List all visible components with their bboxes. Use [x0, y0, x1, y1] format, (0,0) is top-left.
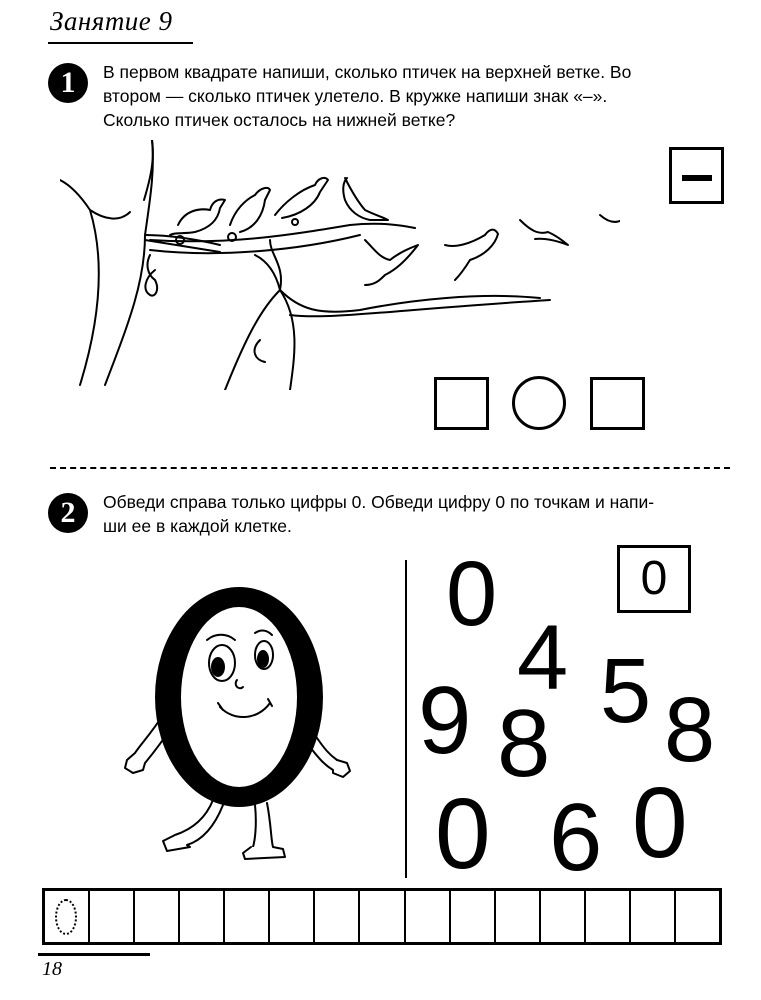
bird-icon — [170, 199, 225, 244]
zero-character-illustration — [115, 585, 355, 860]
grid-cell[interactable] — [451, 891, 496, 942]
grid-cell[interactable] — [586, 891, 631, 942]
bird-icon — [343, 178, 388, 220]
digit-8[interactable]: 8 — [664, 679, 716, 781]
grid-cell[interactable] — [315, 891, 360, 942]
task-2-line: Обведи справа только цифры 0. Обведи цифру 0 по точкам и напи- — [103, 492, 655, 512]
bird-icon — [228, 188, 270, 241]
title-underline — [48, 42, 193, 44]
grid-cell[interactable] — [180, 891, 225, 942]
page-number-line — [38, 953, 150, 956]
grid-cell[interactable] — [496, 891, 541, 942]
digit-5[interactable]: 5 — [600, 640, 652, 742]
task-1-line: В первом квадрате напиши, сколько птичек на верхней ветке. Во — [103, 62, 632, 82]
section-separator — [50, 467, 730, 469]
answer-circle[interactable] — [512, 376, 566, 430]
answer-square-2[interactable] — [590, 377, 645, 430]
task-2-line: ши ее в каждой клетке. — [103, 516, 292, 536]
grid-cell[interactable] — [45, 891, 90, 942]
grid-cell[interactable] — [135, 891, 180, 942]
grid-cell[interactable] — [541, 891, 586, 942]
digit-0[interactable]: 0 — [435, 778, 491, 890]
page-number: 18 — [42, 958, 62, 980]
digit-9[interactable]: 9 — [418, 667, 472, 774]
grid-cell[interactable] — [676, 891, 719, 942]
lesson-title: Занятие 9 — [50, 6, 173, 36]
vertical-divider — [405, 560, 407, 878]
grid-cell[interactable] — [90, 891, 135, 942]
grid-cell[interactable] — [406, 891, 451, 942]
digit-0[interactable]: 0 — [632, 767, 688, 879]
writing-grid — [42, 888, 722, 945]
flying-bird-icon — [520, 220, 568, 245]
task-2-text — [103, 490, 654, 538]
dotted-zero-icon[interactable] — [55, 899, 77, 935]
digit-0[interactable]: 0 — [446, 543, 498, 645]
flying-bird-icon — [600, 215, 620, 233]
grid-cell[interactable] — [225, 891, 270, 942]
digit-6[interactable]: 6 — [549, 784, 603, 891]
minus-icon — [682, 175, 712, 181]
task-1-number: 1 — [48, 63, 88, 103]
task-2-number: 2 — [48, 493, 88, 533]
grid-cell[interactable] — [360, 891, 405, 942]
grid-cell[interactable] — [270, 891, 315, 942]
boxed-digit-text: 0 — [640, 552, 668, 605]
minus-sign-box — [669, 147, 724, 204]
digit-4[interactable]: 4 — [517, 607, 569, 709]
grid-cell[interactable] — [631, 891, 676, 942]
bird-icon — [275, 178, 328, 225]
answer-square-1[interactable] — [434, 377, 489, 430]
digit-8[interactable]: 8 — [497, 690, 551, 797]
tree-birds-illustration — [60, 140, 620, 390]
task-1-line: Сколько птичек осталось на нижней ветке? — [103, 110, 456, 130]
task-1-line: втором — сколько птичек улетело. В кружке напиши знак «–». — [103, 86, 608, 106]
flying-bird-icon — [365, 240, 418, 285]
flying-bird-icon — [445, 230, 498, 280]
boxed-digit — [617, 545, 691, 613]
task-1-text — [103, 60, 631, 132]
